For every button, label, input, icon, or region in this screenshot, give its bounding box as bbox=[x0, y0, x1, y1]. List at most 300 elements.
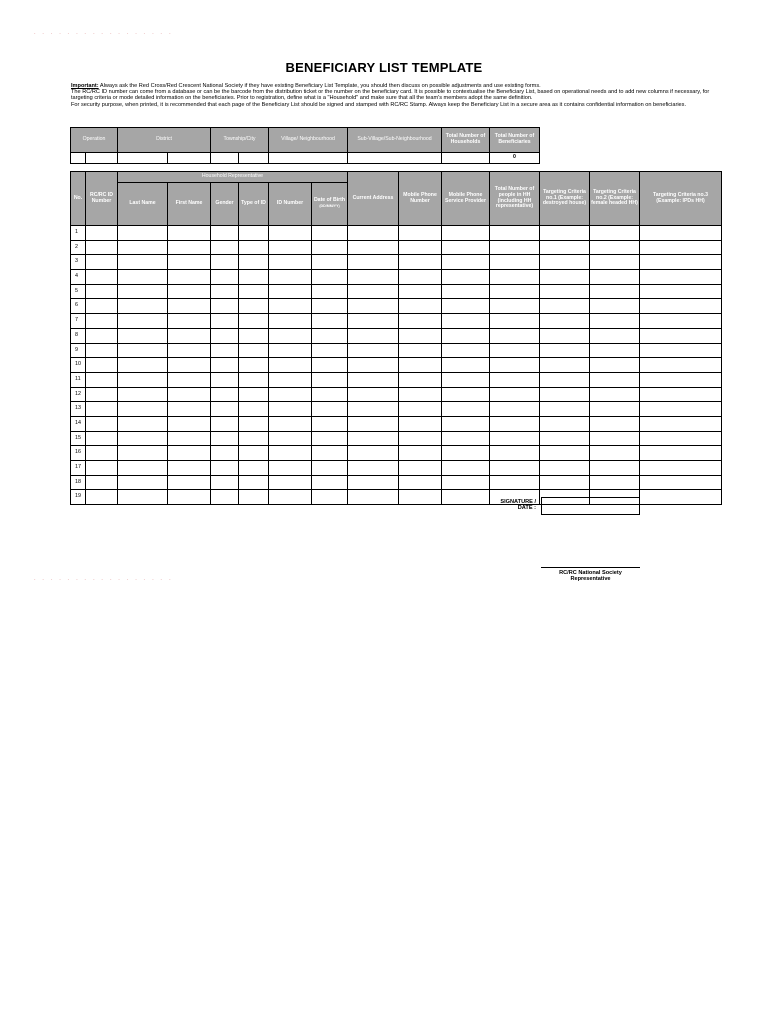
table-cell[interactable] bbox=[269, 270, 312, 285]
table-cell[interactable] bbox=[590, 387, 640, 402]
table-row bbox=[71, 270, 722, 285]
table-cell[interactable] bbox=[442, 299, 490, 314]
table-cell[interactable] bbox=[239, 475, 269, 490]
table-cell[interactable] bbox=[490, 387, 540, 402]
table-cell[interactable] bbox=[118, 314, 168, 329]
table-cell[interactable] bbox=[399, 240, 442, 255]
table-cell[interactable] bbox=[399, 328, 442, 343]
table-row bbox=[71, 343, 722, 358]
table-cell[interactable] bbox=[640, 387, 722, 402]
table-cell[interactable] bbox=[312, 299, 348, 314]
table-cell[interactable] bbox=[239, 490, 269, 505]
table-cell[interactable] bbox=[399, 270, 442, 285]
table-cell[interactable] bbox=[86, 372, 118, 387]
table-cell[interactable] bbox=[118, 475, 168, 490]
table-cell[interactable] bbox=[640, 343, 722, 358]
table-cell[interactable] bbox=[211, 475, 239, 490]
cell-sub-village[interactable] bbox=[348, 153, 442, 164]
table-cell[interactable] bbox=[399, 343, 442, 358]
table-cell[interactable] bbox=[312, 270, 348, 285]
header-first-name: First Name bbox=[168, 183, 211, 226]
dob-label: Date of Birth bbox=[313, 197, 346, 204]
table-cell[interactable] bbox=[312, 387, 348, 402]
table-cell[interactable] bbox=[399, 431, 442, 446]
table-cell[interactable] bbox=[590, 299, 640, 314]
table-cell[interactable] bbox=[239, 431, 269, 446]
table-cell[interactable] bbox=[640, 475, 722, 490]
table-cell[interactable] bbox=[490, 270, 540, 285]
table-cell[interactable] bbox=[239, 240, 269, 255]
table-row bbox=[71, 255, 722, 270]
table-cell[interactable] bbox=[348, 475, 399, 490]
table-cell[interactable] bbox=[269, 240, 312, 255]
table-cell[interactable] bbox=[269, 314, 312, 329]
header-criteria-2: Targeting Criteria no.2 (Example: female headed HH) bbox=[590, 172, 640, 226]
table-cell[interactable] bbox=[540, 402, 590, 417]
table-cell[interactable] bbox=[640, 314, 722, 329]
row-number: 12 bbox=[71, 387, 86, 402]
table-cell[interactable] bbox=[211, 226, 239, 241]
table-cell[interactable] bbox=[168, 328, 211, 343]
table-cell[interactable] bbox=[211, 299, 239, 314]
table-cell[interactable] bbox=[348, 416, 399, 431]
table-cell[interactable] bbox=[399, 416, 442, 431]
table-cell[interactable] bbox=[312, 314, 348, 329]
table-cell[interactable] bbox=[312, 328, 348, 343]
table-cell[interactable] bbox=[348, 343, 399, 358]
table-cell[interactable] bbox=[239, 255, 269, 270]
table-cell[interactable] bbox=[399, 226, 442, 241]
table-cell[interactable] bbox=[211, 402, 239, 417]
table-cell[interactable] bbox=[490, 255, 540, 270]
table-cell[interactable] bbox=[590, 475, 640, 490]
table-cell[interactable] bbox=[312, 240, 348, 255]
table-cell[interactable] bbox=[168, 255, 211, 270]
table-cell[interactable] bbox=[168, 372, 211, 387]
table-cell[interactable] bbox=[399, 446, 442, 461]
table-cell[interactable] bbox=[86, 255, 118, 270]
table-cell[interactable] bbox=[211, 416, 239, 431]
table-cell[interactable] bbox=[348, 490, 399, 505]
table-cell[interactable] bbox=[211, 461, 239, 476]
table-cell[interactable] bbox=[442, 255, 490, 270]
table-cell[interactable] bbox=[211, 284, 239, 299]
table-cell[interactable] bbox=[211, 387, 239, 402]
table-cell[interactable] bbox=[348, 372, 399, 387]
table-cell[interactable] bbox=[168, 358, 211, 373]
table-cell[interactable] bbox=[86, 490, 118, 505]
table-cell[interactable] bbox=[168, 299, 211, 314]
table-cell[interactable] bbox=[590, 446, 640, 461]
table-cell[interactable] bbox=[540, 226, 590, 241]
table-cell[interactable] bbox=[540, 461, 590, 476]
cell-operation-b[interactable] bbox=[86, 153, 118, 164]
table-cell[interactable] bbox=[399, 255, 442, 270]
table-cell[interactable] bbox=[168, 226, 211, 241]
table-cell[interactable] bbox=[442, 358, 490, 373]
table-cell[interactable] bbox=[590, 314, 640, 329]
table-cell[interactable] bbox=[118, 284, 168, 299]
table-cell[interactable] bbox=[312, 372, 348, 387]
page-title: BENEFICIARY LIST TEMPLATE bbox=[285, 60, 483, 75]
table-cell[interactable] bbox=[442, 372, 490, 387]
table-cell[interactable] bbox=[118, 402, 168, 417]
table-cell[interactable] bbox=[118, 240, 168, 255]
table-cell[interactable] bbox=[118, 299, 168, 314]
table-cell[interactable] bbox=[640, 284, 722, 299]
table-cell[interactable] bbox=[168, 490, 211, 505]
table-cell[interactable] bbox=[168, 416, 211, 431]
table-cell[interactable] bbox=[540, 299, 590, 314]
table-cell[interactable] bbox=[86, 314, 118, 329]
table-cell[interactable] bbox=[399, 490, 442, 505]
table-cell[interactable] bbox=[86, 240, 118, 255]
table-cell[interactable] bbox=[86, 402, 118, 417]
table-cell[interactable] bbox=[312, 402, 348, 417]
table-cell[interactable] bbox=[239, 387, 269, 402]
table-cell[interactable] bbox=[442, 402, 490, 417]
table-cell[interactable] bbox=[239, 358, 269, 373]
table-cell[interactable] bbox=[118, 270, 168, 285]
table-cell[interactable] bbox=[312, 226, 348, 241]
table-cell[interactable] bbox=[312, 358, 348, 373]
table-cell[interactable] bbox=[590, 226, 640, 241]
table-cell[interactable] bbox=[540, 387, 590, 402]
table-cell[interactable] bbox=[312, 490, 348, 505]
table-cell[interactable] bbox=[490, 328, 540, 343]
table-cell[interactable] bbox=[239, 461, 269, 476]
table-cell[interactable] bbox=[399, 372, 442, 387]
table-cell[interactable] bbox=[118, 446, 168, 461]
table-cell[interactable] bbox=[540, 475, 590, 490]
table-cell[interactable] bbox=[399, 402, 442, 417]
table-cell[interactable] bbox=[312, 416, 348, 431]
table-cell[interactable] bbox=[269, 490, 312, 505]
table-cell[interactable] bbox=[540, 240, 590, 255]
row-number: 4 bbox=[71, 270, 86, 285]
table-cell[interactable] bbox=[590, 284, 640, 299]
table-cell[interactable] bbox=[490, 240, 540, 255]
table-cell[interactable] bbox=[640, 372, 722, 387]
table-cell[interactable] bbox=[640, 255, 722, 270]
table-cell[interactable] bbox=[399, 284, 442, 299]
table-cell[interactable] bbox=[590, 343, 640, 358]
table-cell[interactable] bbox=[168, 270, 211, 285]
table-cell[interactable] bbox=[269, 328, 312, 343]
table-cell[interactable] bbox=[348, 328, 399, 343]
table-cell[interactable] bbox=[399, 358, 442, 373]
table-cell[interactable] bbox=[442, 226, 490, 241]
table-row bbox=[71, 240, 722, 255]
table-cell[interactable] bbox=[442, 284, 490, 299]
table-cell[interactable] bbox=[239, 343, 269, 358]
table-cell[interactable] bbox=[640, 461, 722, 476]
table-cell[interactable] bbox=[348, 431, 399, 446]
table-cell[interactable] bbox=[399, 475, 442, 490]
table-cell[interactable] bbox=[239, 446, 269, 461]
table-cell[interactable] bbox=[540, 328, 590, 343]
table-cell[interactable] bbox=[269, 255, 312, 270]
table-cell[interactable] bbox=[269, 416, 312, 431]
table-cell[interactable] bbox=[540, 314, 590, 329]
table-cell[interactable] bbox=[86, 446, 118, 461]
table-cell[interactable] bbox=[399, 299, 442, 314]
table-cell[interactable] bbox=[269, 431, 312, 446]
table-cell[interactable] bbox=[211, 490, 239, 505]
table-cell[interactable] bbox=[312, 343, 348, 358]
table-cell[interactable] bbox=[86, 416, 118, 431]
table-cell[interactable] bbox=[211, 270, 239, 285]
table-cell[interactable] bbox=[86, 475, 118, 490]
table-cell[interactable] bbox=[590, 461, 640, 476]
table-cell[interactable] bbox=[399, 314, 442, 329]
cell-village[interactable] bbox=[269, 153, 348, 164]
signature-box[interactable] bbox=[541, 497, 640, 515]
table-cell[interactable] bbox=[399, 461, 442, 476]
table-cell[interactable] bbox=[269, 358, 312, 373]
table-cell[interactable] bbox=[590, 372, 640, 387]
table-cell[interactable] bbox=[442, 314, 490, 329]
representative-line2: Representative bbox=[570, 576, 611, 583]
table-cell[interactable] bbox=[269, 372, 312, 387]
table-cell[interactable] bbox=[168, 446, 211, 461]
table-cell[interactable] bbox=[86, 226, 118, 241]
table-cell[interactable] bbox=[86, 358, 118, 373]
table-cell[interactable] bbox=[640, 240, 722, 255]
table-cell[interactable] bbox=[442, 475, 490, 490]
cell-operation-a[interactable] bbox=[71, 153, 86, 164]
signature-label bbox=[470, 499, 536, 511]
table-cell[interactable] bbox=[348, 446, 399, 461]
table-cell[interactable] bbox=[168, 240, 211, 255]
table-cell[interactable] bbox=[640, 358, 722, 373]
table-cell[interactable] bbox=[590, 431, 640, 446]
cell-district-a[interactable] bbox=[118, 153, 168, 164]
table-cell[interactable] bbox=[86, 461, 118, 476]
table-cell[interactable] bbox=[86, 387, 118, 402]
table-cell[interactable] bbox=[640, 299, 722, 314]
table-cell[interactable] bbox=[490, 372, 540, 387]
table-cell[interactable] bbox=[269, 387, 312, 402]
cell-township-a[interactable] bbox=[211, 153, 239, 164]
table-cell[interactable] bbox=[269, 446, 312, 461]
table-cell[interactable] bbox=[168, 387, 211, 402]
table-cell[interactable] bbox=[490, 226, 540, 241]
cell-total-beneficiaries[interactable]: 0 bbox=[490, 153, 540, 164]
table-row bbox=[71, 226, 722, 241]
table-cell[interactable] bbox=[239, 284, 269, 299]
table-cell[interactable] bbox=[211, 431, 239, 446]
table-cell[interactable] bbox=[640, 416, 722, 431]
table-cell[interactable] bbox=[490, 446, 540, 461]
cell-township-b[interactable] bbox=[239, 153, 269, 164]
table-cell[interactable] bbox=[540, 343, 590, 358]
table-cell[interactable] bbox=[442, 416, 490, 431]
table-cell[interactable] bbox=[640, 270, 722, 285]
table-cell[interactable] bbox=[312, 461, 348, 476]
table-row bbox=[71, 402, 722, 417]
table-cell[interactable] bbox=[540, 255, 590, 270]
table-cell[interactable] bbox=[239, 226, 269, 241]
table-cell[interactable] bbox=[239, 402, 269, 417]
table-cell[interactable] bbox=[348, 387, 399, 402]
table-cell[interactable] bbox=[640, 226, 722, 241]
table-cell[interactable] bbox=[540, 446, 590, 461]
table-cell[interactable] bbox=[399, 387, 442, 402]
representative-line1: RC/RC National Society bbox=[559, 570, 622, 576]
table-cell[interactable] bbox=[540, 416, 590, 431]
header-type-of-id: Type of ID bbox=[239, 183, 269, 226]
table-cell[interactable] bbox=[348, 226, 399, 241]
table-cell[interactable] bbox=[168, 402, 211, 417]
table-row bbox=[71, 284, 722, 299]
important-line-1: Always ask the Red Cross/Red Crescent National Society if they have existing Beneficiary List Template, you should then discuss on possible adjustments and use existing forms. bbox=[98, 83, 541, 89]
table-cell[interactable] bbox=[86, 284, 118, 299]
table-cell[interactable] bbox=[118, 328, 168, 343]
table-cell[interactable] bbox=[239, 328, 269, 343]
header-total-beneficiaries: Total Number of Beneficiaries bbox=[490, 128, 540, 153]
table-cell[interactable] bbox=[442, 446, 490, 461]
table-cell[interactable] bbox=[540, 372, 590, 387]
table-cell[interactable] bbox=[86, 328, 118, 343]
table-cell[interactable] bbox=[540, 270, 590, 285]
table-cell[interactable] bbox=[118, 343, 168, 358]
table-cell[interactable] bbox=[86, 431, 118, 446]
table-cell[interactable] bbox=[312, 255, 348, 270]
table-cell[interactable] bbox=[590, 416, 640, 431]
table-cell[interactable] bbox=[118, 358, 168, 373]
table-cell[interactable] bbox=[269, 299, 312, 314]
table-cell[interactable] bbox=[312, 475, 348, 490]
table-cell[interactable] bbox=[118, 490, 168, 505]
table-cell[interactable] bbox=[348, 402, 399, 417]
location-table bbox=[70, 127, 540, 164]
table-cell[interactable] bbox=[118, 461, 168, 476]
table-cell[interactable] bbox=[269, 343, 312, 358]
table-cell[interactable] bbox=[239, 299, 269, 314]
table-cell[interactable] bbox=[640, 328, 722, 343]
row-number: 9 bbox=[71, 343, 86, 358]
table-cell[interactable] bbox=[239, 372, 269, 387]
table-cell[interactable] bbox=[348, 358, 399, 373]
table-cell[interactable] bbox=[211, 240, 239, 255]
table-cell[interactable] bbox=[490, 343, 540, 358]
table-cell[interactable] bbox=[640, 402, 722, 417]
table-cell[interactable] bbox=[118, 416, 168, 431]
table-cell[interactable] bbox=[490, 358, 540, 373]
row-number: 18 bbox=[71, 475, 86, 490]
table-cell[interactable] bbox=[348, 240, 399, 255]
table-cell[interactable] bbox=[590, 358, 640, 373]
table-cell[interactable] bbox=[590, 402, 640, 417]
table-cell[interactable] bbox=[490, 314, 540, 329]
cell-district-b[interactable] bbox=[168, 153, 211, 164]
table-cell[interactable] bbox=[442, 387, 490, 402]
table-cell[interactable] bbox=[348, 461, 399, 476]
table-cell[interactable] bbox=[312, 431, 348, 446]
table-cell[interactable] bbox=[168, 431, 211, 446]
table-cell[interactable] bbox=[211, 328, 239, 343]
table-cell[interactable] bbox=[640, 431, 722, 446]
table-cell[interactable] bbox=[540, 284, 590, 299]
table-cell[interactable] bbox=[211, 446, 239, 461]
table-cell[interactable] bbox=[168, 461, 211, 476]
header-total-households: Total Number of Households bbox=[442, 128, 490, 153]
table-cell[interactable] bbox=[269, 475, 312, 490]
table-cell[interactable] bbox=[86, 299, 118, 314]
table-cell[interactable] bbox=[168, 475, 211, 490]
table-cell[interactable] bbox=[490, 299, 540, 314]
table-cell[interactable] bbox=[269, 284, 312, 299]
table-cell[interactable] bbox=[490, 431, 540, 446]
table-cell[interactable] bbox=[269, 226, 312, 241]
table-cell[interactable] bbox=[640, 446, 722, 461]
table-cell[interactable] bbox=[442, 328, 490, 343]
table-row bbox=[71, 299, 722, 314]
table-cell[interactable] bbox=[211, 255, 239, 270]
table-cell[interactable] bbox=[239, 270, 269, 285]
signature-label-line2: DATE : bbox=[517, 505, 536, 511]
table-cell[interactable] bbox=[211, 314, 239, 329]
table-cell[interactable] bbox=[211, 358, 239, 373]
table-cell[interactable] bbox=[168, 284, 211, 299]
table-cell[interactable] bbox=[118, 431, 168, 446]
table-cell[interactable] bbox=[640, 490, 722, 505]
table-cell[interactable] bbox=[540, 431, 590, 446]
table-cell[interactable] bbox=[239, 314, 269, 329]
table-cell[interactable] bbox=[442, 240, 490, 255]
table-cell[interactable] bbox=[490, 416, 540, 431]
table-cell[interactable] bbox=[348, 255, 399, 270]
table-cell[interactable] bbox=[490, 284, 540, 299]
table-cell[interactable] bbox=[348, 299, 399, 314]
table-cell[interactable] bbox=[211, 372, 239, 387]
table-cell[interactable] bbox=[348, 284, 399, 299]
table-cell[interactable] bbox=[118, 387, 168, 402]
table-cell[interactable] bbox=[590, 328, 640, 343]
table-cell[interactable] bbox=[118, 255, 168, 270]
table-cell[interactable] bbox=[269, 461, 312, 476]
table-cell[interactable] bbox=[269, 402, 312, 417]
table-cell[interactable] bbox=[348, 314, 399, 329]
table-cell[interactable] bbox=[442, 343, 490, 358]
table-cell[interactable] bbox=[442, 270, 490, 285]
table-cell[interactable] bbox=[168, 343, 211, 358]
table-cell[interactable] bbox=[118, 372, 168, 387]
table-cell[interactable] bbox=[490, 475, 540, 490]
table-cell[interactable] bbox=[590, 270, 640, 285]
table-cell[interactable] bbox=[540, 358, 590, 373]
header-village: Village/ Neighbourhood bbox=[269, 128, 348, 153]
table-cell[interactable] bbox=[312, 284, 348, 299]
table-cell[interactable] bbox=[590, 255, 640, 270]
table-cell[interactable] bbox=[442, 431, 490, 446]
table-cell[interactable] bbox=[312, 446, 348, 461]
table-cell[interactable] bbox=[490, 461, 540, 476]
table-cell[interactable] bbox=[348, 270, 399, 285]
table-cell[interactable] bbox=[86, 270, 118, 285]
table-cell[interactable] bbox=[590, 240, 640, 255]
table-cell[interactable] bbox=[86, 343, 118, 358]
table-cell[interactable] bbox=[211, 343, 239, 358]
table-cell[interactable] bbox=[239, 416, 269, 431]
header-criteria-3: Targeting Criteria no.3 (Example: IPDs HH) bbox=[640, 172, 722, 226]
table-cell[interactable] bbox=[118, 226, 168, 241]
table-cell[interactable] bbox=[490, 402, 540, 417]
cell-total-households[interactable] bbox=[442, 153, 490, 164]
table-cell[interactable] bbox=[442, 461, 490, 476]
table-cell[interactable] bbox=[168, 314, 211, 329]
